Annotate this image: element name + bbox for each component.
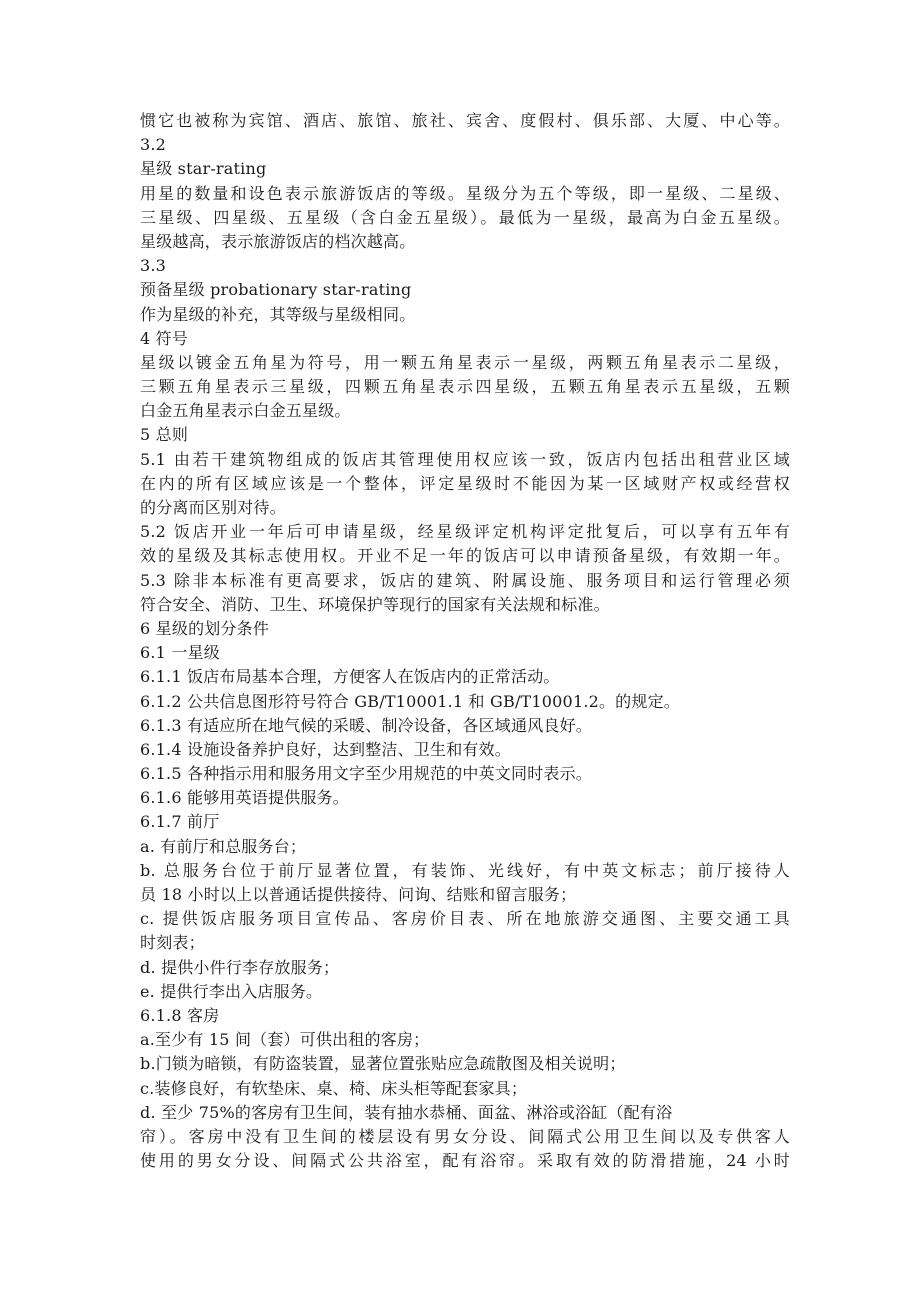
text-line: 在内的所有区域应该是一个整体，评定星级时不能因为某一区域财产权或经营权 bbox=[140, 473, 790, 493]
text-line: 星级越高，表示旅游饭店的档次越高。 bbox=[140, 231, 416, 251]
text-line: 三颗五角星表示三星级，四颗五角星表示四星级，五颗五角星表示五星级，五颗 bbox=[140, 377, 790, 397]
text-line: 星级以镀金五角星为符号，用一颗五角星表示一星级，两颗五角星表示二星级， bbox=[140, 352, 790, 372]
text-line: 5.3 除非本标准有更高要求，饭店的建筑、附属设施、服务项目和运行管理必须 bbox=[140, 570, 790, 590]
text-line: a.至少有 15 间（套）可供出租的客房； bbox=[140, 1030, 430, 1050]
text-line: 惯它也被称为宾馆、酒店、旅馆、旅社、宾舍、度假村、俱乐部、大厦、中心等。 bbox=[140, 111, 790, 130]
text-line: 使用的男女分设、间隔式公共浴室，配有浴帘。采取有效的防滑措施，24 小时 bbox=[140, 1151, 790, 1171]
text-line: a. 有前厅和总服务台； bbox=[140, 836, 307, 856]
text-line: 6.1 一星级 bbox=[140, 643, 220, 663]
text-line: 5 总则 bbox=[140, 425, 189, 445]
text-line: 6.1.8 客房 bbox=[140, 1005, 220, 1025]
text-line: c. 提供饭店服务项目宣传品、客房价目表、所在地旅游交通图、主要交通工具 bbox=[140, 909, 790, 929]
document-page bbox=[140, 109, 790, 1173]
text-line: 效的星级及其标志使用权。开业不足一年的饭店可以申请预备星级，有效期一年。 bbox=[140, 546, 790, 566]
text-line: 白金五角星表示白金五星级。 bbox=[140, 401, 351, 421]
text-line: 时刻表； bbox=[140, 933, 205, 953]
text-line: 预备星级 probationary star-rating bbox=[140, 280, 412, 300]
text-line: 作为星级的补充，其等级与星级相同。 bbox=[140, 304, 416, 324]
text-line: 6.1.3 有适应所在地气候的采暖、制冷设备，各区域通风良好。 bbox=[140, 715, 592, 735]
text-line: 6.1.2 公共信息图形符号符合 GB/T10001.1 和 GB/T10001.2。的规定。 bbox=[140, 691, 680, 711]
text-line: 6 星级的划分条件 bbox=[140, 618, 270, 638]
text-line: 用星的数量和设色表示旅游饭店的等级。星级分为五个等级，即一星级、二星级、 bbox=[140, 183, 790, 203]
text-line: 帘）。客房中没有卫生间的楼层设有男女分设、间隔式公用卫生间以及专供客人 bbox=[140, 1126, 790, 1146]
text-line: 5.2 饭店开业一年后可申请星级，经星级评定机构评定批复后，可以享有五年有 bbox=[140, 522, 790, 542]
text-line: 三星级、四星级、五星级（含白金五星级）。最低为一星级，最高为白金五星级。 bbox=[140, 207, 790, 227]
text-line: 符合安全、消防、卫生、环境保护等现行的国家有关法规和标准。 bbox=[140, 594, 610, 614]
text-line: 的分离而区别对待。 bbox=[140, 498, 286, 517]
text-line: 员 18 小时以上以普通话提供接待、问询、结账和留言服务； bbox=[140, 885, 577, 904]
text-line: d. 至少 75%的客房有卫生间，装有抽水恭桶、面盆、淋浴或浴缸（配有浴 bbox=[140, 1102, 673, 1122]
text-line: 6.1.1 饭店布局基本合理，方便客人在饭店内的正常活动。 bbox=[140, 667, 560, 687]
text-line: 6.1.4 设施设备养护良好，达到整洁、卫生和有效。 bbox=[140, 739, 511, 759]
text-line: 5.1 由若干建筑物组成的饭店其管理使用权应该一致，饭店内包括出租营业区域 bbox=[140, 449, 790, 469]
text-line: b.门锁为暗锁，有防盗装置，显著位置张贴应急疏散图及相关说明； bbox=[140, 1054, 626, 1074]
text-line: 4 符号 bbox=[140, 328, 189, 348]
text-line: 6.1.7 前厅 bbox=[140, 812, 220, 832]
text-line: 3.2 bbox=[140, 135, 167, 155]
text-line: 6.1.6 能够用英语提供服务。 bbox=[140, 788, 349, 808]
text-line: 星级 star-rating bbox=[140, 159, 267, 179]
text-line: 6.1.5 各种指示用和服务用文字至少用规范的中英文同时表示。 bbox=[140, 764, 592, 784]
text-line: d. 提供小件行李存放服务； bbox=[140, 957, 340, 977]
text-line: 3.3 bbox=[140, 256, 167, 276]
text-line: c.装修良好，有软垫床、桌、椅、床头柜等配套家具； bbox=[140, 1078, 528, 1098]
text-line: e. 提供行李出入店服务。 bbox=[140, 981, 323, 1001]
text-line: b. 总服务台位于前厅显著位置，有装饰、光线好，有中英文标志；前厅接待人 bbox=[140, 860, 790, 880]
